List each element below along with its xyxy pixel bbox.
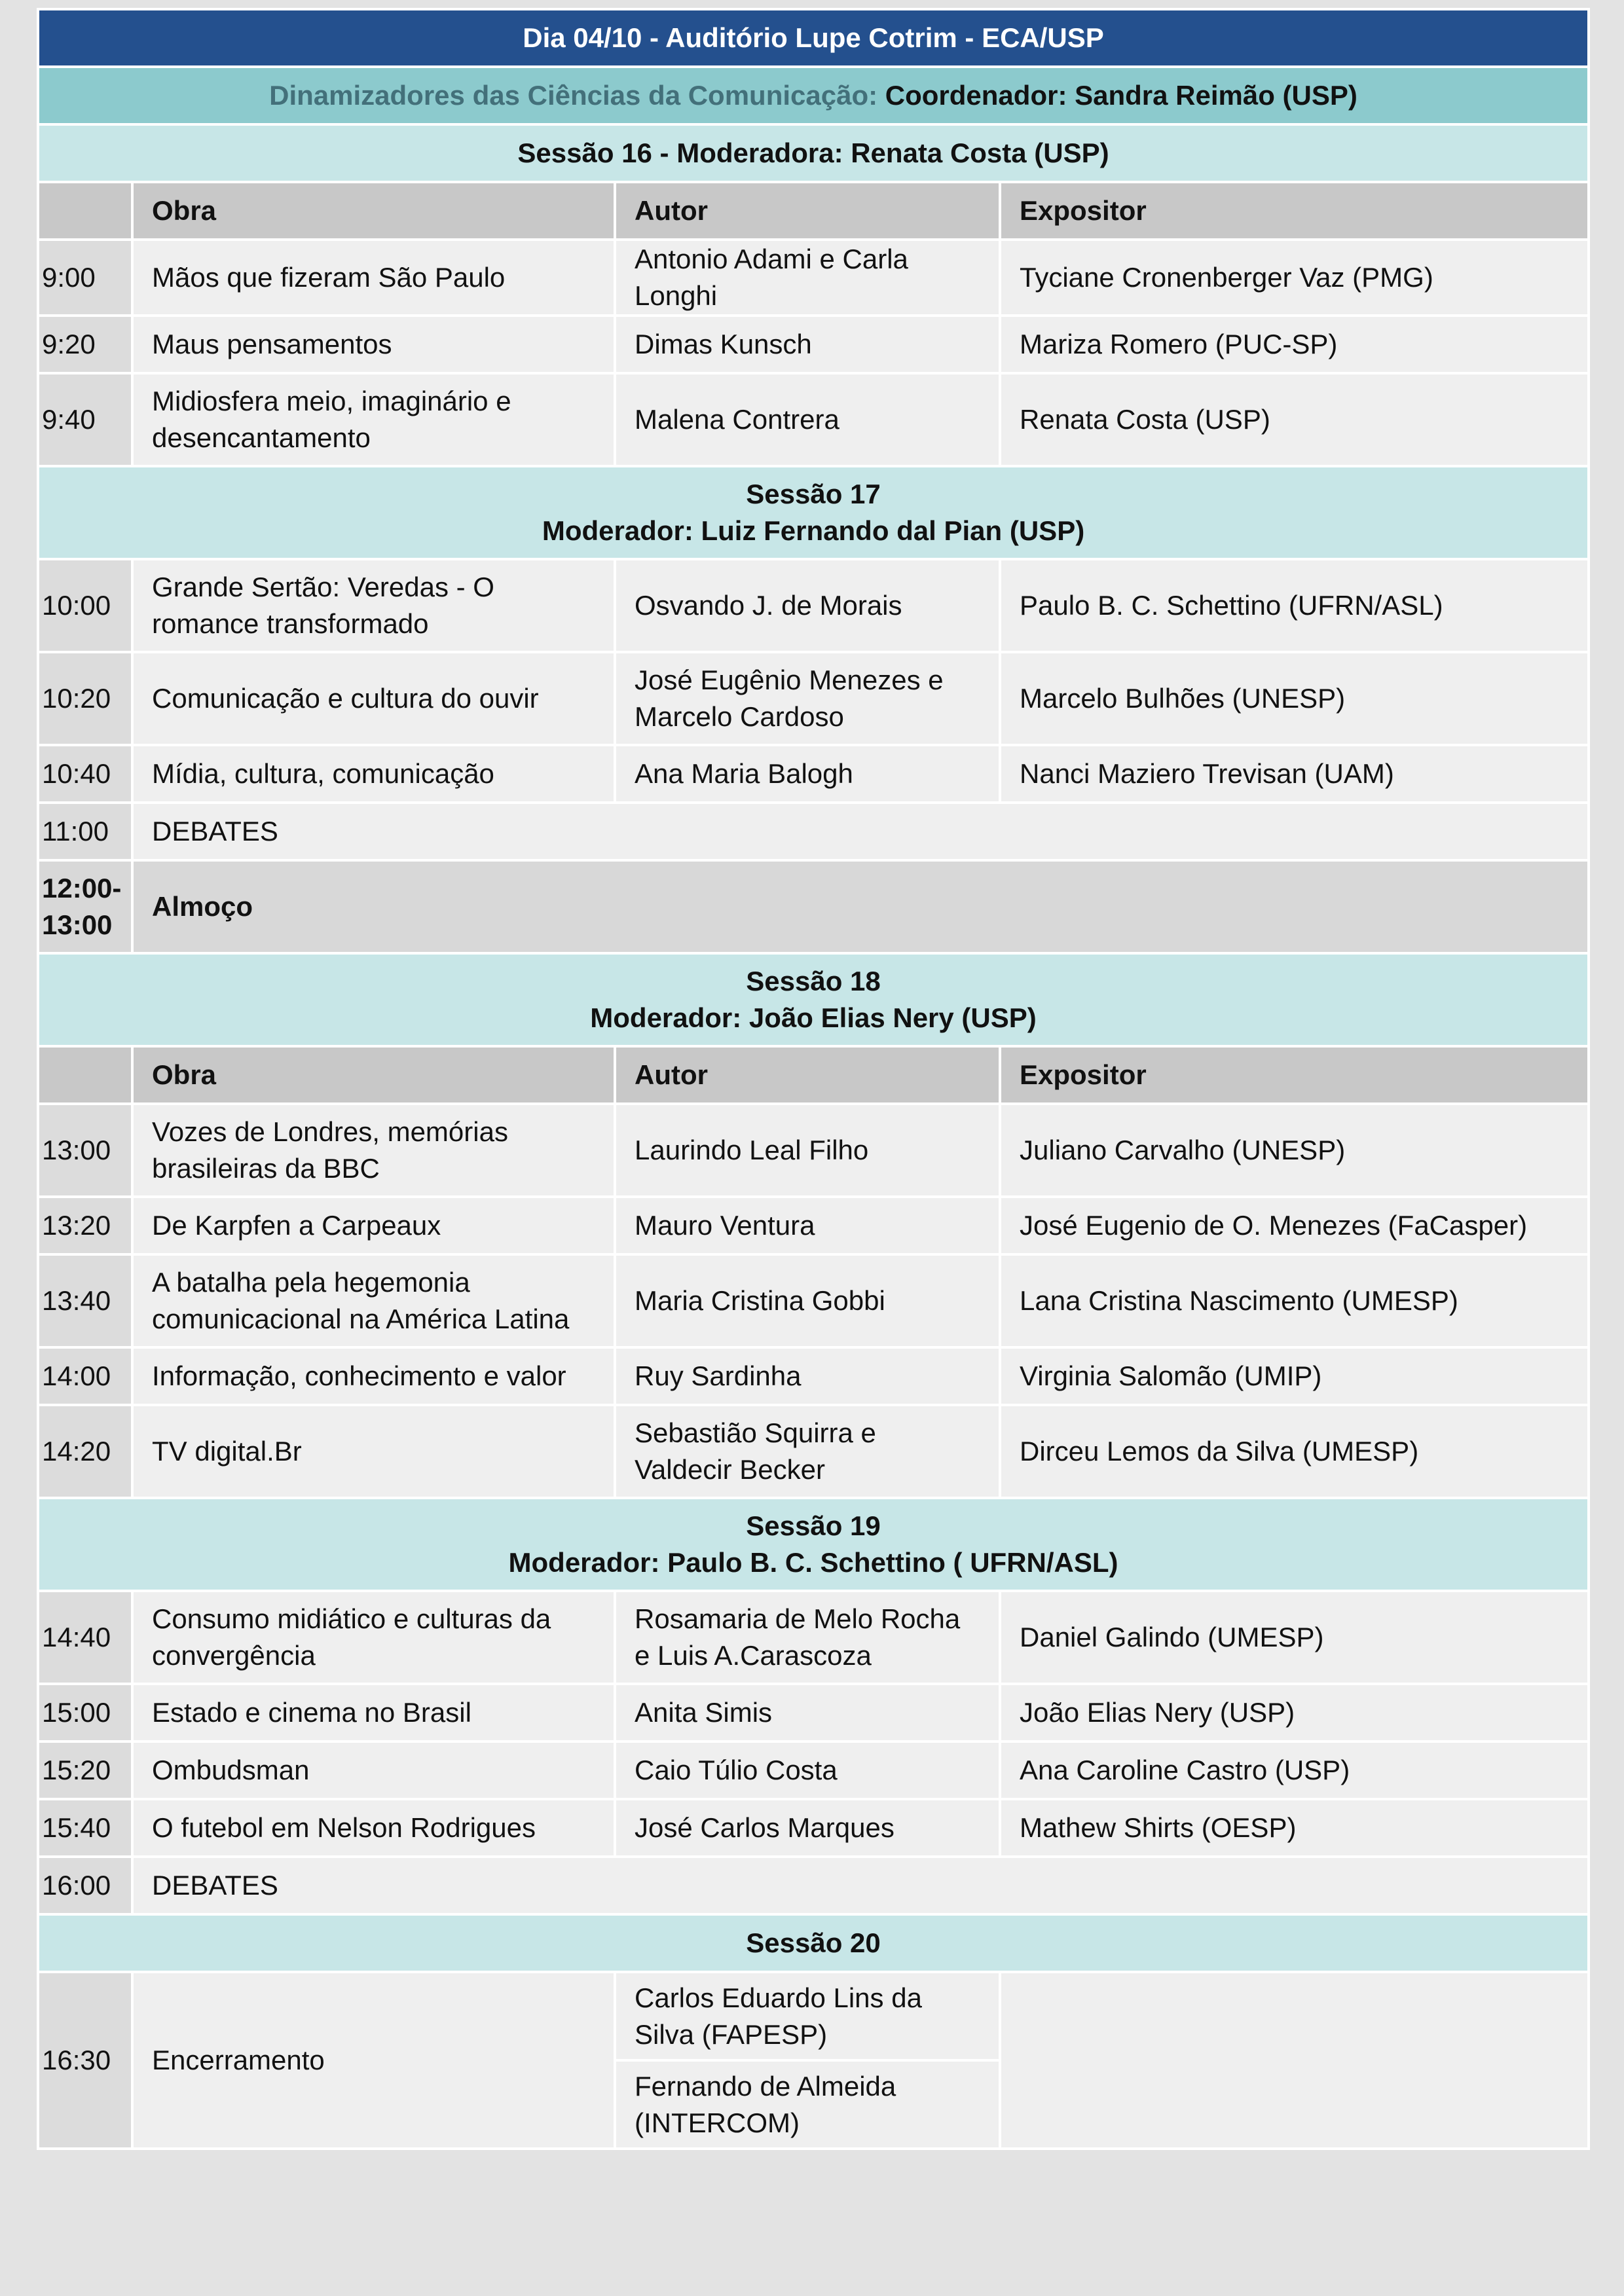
obra-cell: Comunicação e cultura do ouvir	[132, 652, 615, 745]
expositor-cell: Nanci Maziero Trevisan (UAM)	[1000, 745, 1589, 803]
expositor-cell: Paulo B. C. Schettino (UFRN/ASL)	[1000, 559, 1589, 652]
time-cell: 15:00	[38, 1684, 132, 1741]
session-18-moderator: Moderador: João Elias Nery (USP)	[590, 1002, 1037, 1033]
expositor-cell: Mariza Romero (PUC-SP)	[1000, 316, 1589, 373]
session-18-title: Sessão 18	[746, 966, 881, 996]
expositor-cell: Renata Costa (USP)	[1000, 373, 1589, 466]
obra-cell: Mãos que fizeram São Paulo	[132, 240, 615, 316]
session-20-title: Sessão 20	[38, 1914, 1589, 1972]
session-19-title: Sessão 19	[746, 1510, 881, 1541]
schedule-sheet	[37, 8, 1587, 2150]
expositor-cell: José Eugenio de O. Menezes (FaCasper)	[1000, 1197, 1589, 1254]
expositor-cell: Marcelo Bulhões (UNESP)	[1000, 652, 1589, 745]
time-cell: 14:40	[38, 1591, 132, 1684]
autor-cell: Sebastião Squirra e Valdecir Becker	[615, 1405, 1000, 1498]
expositor-cell: Tyciane Cronenberger Vaz (PMG)	[1000, 240, 1589, 316]
session-17-header	[38, 466, 1589, 559]
autor-cell: Rosamaria de Melo Rocha e Luis A.Carascoza	[615, 1591, 1000, 1684]
column-header-obra: Obra	[132, 182, 615, 240]
time-cell: 16:30	[38, 1972, 132, 2149]
time-cell: 9:20	[38, 316, 132, 373]
table-row	[38, 1104, 1589, 1197]
session-20-header	[38, 1914, 1589, 1972]
autor-cell: Dimas Kunsch	[615, 316, 1000, 373]
session-17-moderator: Moderador: Luiz Fernando dal Pian (USP)	[542, 515, 1085, 546]
column-header-row	[38, 1046, 1589, 1104]
column-header-expositor: Expositor	[1000, 182, 1589, 240]
lunch-time: 12:00-13:00	[38, 860, 132, 953]
title-row	[38, 9, 1589, 67]
obra-cell: Estado e cinema no Brasil	[132, 1684, 615, 1741]
autor-cell: Ana Maria Balogh	[615, 745, 1000, 803]
expositor-cell: Dirceu Lemos da Silva (UMESP)	[1000, 1405, 1589, 1498]
expositor-cell: João Elias Nery (USP)	[1000, 1684, 1589, 1741]
column-header-obra: Obra	[132, 1046, 615, 1104]
obra-cell: Informação, conhecimento e valor	[132, 1347, 615, 1405]
time-cell: 16:00	[38, 1857, 132, 1914]
time-cell: 14:20	[38, 1405, 132, 1498]
table-row	[38, 745, 1589, 803]
session-18-heading	[38, 953, 1589, 1046]
coordinator-label: Coordenador: Sandra Reimão (USP)	[885, 80, 1357, 111]
time-cell: 13:40	[38, 1254, 132, 1347]
obra-cell: Maus pensamentos	[132, 316, 615, 373]
table-row	[38, 1684, 1589, 1741]
table-row	[38, 559, 1589, 652]
autor-cell: Antonio Adami e Carla Longhi	[615, 240, 1000, 316]
column-header-time	[38, 182, 132, 240]
table-row	[38, 1741, 1589, 1799]
time-cell: 13:00	[38, 1104, 132, 1197]
table-row	[38, 316, 1589, 373]
column-header-expositor: Expositor	[1000, 1046, 1589, 1104]
autor-cell: Caio Túlio Costa	[615, 1741, 1000, 1799]
obra-cell: A batalha pela hegemonia comunicacional na América Latina	[132, 1254, 615, 1347]
page-title: Dia 04/10 - Auditório Lupe Cotrim - ECA/USP	[38, 9, 1589, 67]
schedule-table	[37, 8, 1590, 2150]
time-cell: 11:00	[38, 803, 132, 860]
expositor-cell: Virginia Salomão (UMIP)	[1000, 1347, 1589, 1405]
obra-cell: De Karpfen a Carpeaux	[132, 1197, 615, 1254]
debate-row	[38, 1857, 1589, 1914]
expositor-cell: Lana Cristina Nascimento (UMESP)	[1000, 1254, 1589, 1347]
table-row	[38, 240, 1589, 316]
session-17-heading	[38, 466, 1589, 559]
time-cell: 15:20	[38, 1741, 132, 1799]
table-row	[38, 1591, 1589, 1684]
table-row	[38, 1405, 1589, 1498]
table-row	[38, 1254, 1589, 1347]
expositor-cell: Daniel Galindo (UMESP)	[1000, 1591, 1589, 1684]
session-16-header	[38, 124, 1589, 182]
debate-label: DEBATES	[132, 803, 1589, 860]
table-row	[38, 1197, 1589, 1254]
lunch-row	[38, 860, 1589, 953]
table-row	[38, 1799, 1589, 1857]
autor-cell: Maria Cristina Gobbi	[615, 1254, 1000, 1347]
time-cell: 10:00	[38, 559, 132, 652]
autor-cell: José Eugênio Menezes e Marcelo Cardoso	[615, 652, 1000, 745]
expositor-cell: Juliano Carvalho (UNESP)	[1000, 1104, 1589, 1197]
closing-label: Encerramento	[132, 1972, 615, 2149]
column-header-row	[38, 182, 1589, 240]
speaker-cell: Carlos Eduardo Lins da Silva (FAPESP)	[615, 1972, 1000, 2060]
column-header-time	[38, 1046, 132, 1104]
debate-row	[38, 803, 1589, 860]
autor-cell: Mauro Ventura	[615, 1197, 1000, 1254]
obra-cell: Consumo midiático e culturas da convergência	[132, 1591, 615, 1684]
expositor-cell: Ana Caroline Castro (USP)	[1000, 1741, 1589, 1799]
dinamizadores-label: Dinamizadores das Ciências da Comunicação:	[269, 80, 878, 111]
autor-cell: Laurindo Leal Filho	[615, 1104, 1000, 1197]
autor-cell: José Carlos Marques	[615, 1799, 1000, 1857]
time-cell: 13:20	[38, 1197, 132, 1254]
lunch-label: Almoço	[132, 860, 1589, 953]
obra-cell: Mídia, cultura, comunicação	[132, 745, 615, 803]
obra-cell: Vozes de Londres, memórias brasileiras da BBC	[132, 1104, 615, 1197]
autor-cell: Osvando J. de Morais	[615, 559, 1000, 652]
column-header-autor: Autor	[615, 1046, 1000, 1104]
dinamizadores-heading	[38, 67, 1589, 124]
table-row	[38, 1347, 1589, 1405]
column-header-autor: Autor	[615, 182, 1000, 240]
speaker-cell: Fernando de Almeida (INTERCOM)	[615, 2060, 1000, 2149]
time-cell: 10:40	[38, 745, 132, 803]
table-row	[38, 652, 1589, 745]
autor-cell: Anita Simis	[615, 1684, 1000, 1741]
obra-cell: Ombudsman	[132, 1741, 615, 1799]
session-19-heading	[38, 1498, 1589, 1591]
dinamizadores-row	[38, 67, 1589, 124]
session-19-header	[38, 1498, 1589, 1591]
time-cell: 14:00	[38, 1347, 132, 1405]
time-cell: 9:40	[38, 373, 132, 466]
closing-row	[38, 1972, 1589, 2060]
time-cell: 10:20	[38, 652, 132, 745]
session-19-moderator: Moderador: Paulo B. C. Schettino ( UFRN/ASL)	[508, 1547, 1118, 1578]
obra-cell: Midiosfera meio, imaginário e desencantamento	[132, 373, 615, 466]
debate-label: DEBATES	[132, 1857, 1589, 1914]
time-cell: 9:00	[38, 240, 132, 316]
autor-cell: Malena Contrera	[615, 373, 1000, 466]
autor-cell: Ruy Sardinha	[615, 1347, 1000, 1405]
obra-cell: O futebol em Nelson Rodrigues	[132, 1799, 615, 1857]
session-18-header	[38, 953, 1589, 1046]
empty-cell	[1000, 1972, 1589, 2149]
session-16-title: Sessão 16 - Moderadora: Renata Costa (USP)	[38, 124, 1589, 182]
table-row	[38, 373, 1589, 466]
expositor-cell: Mathew Shirts (OESP)	[1000, 1799, 1589, 1857]
obra-cell: TV digital.Br	[132, 1405, 615, 1498]
time-cell: 15:40	[38, 1799, 132, 1857]
session-17-title: Sessão 17	[746, 479, 881, 509]
obra-cell: Grande Sertão: Veredas - O romance transformado	[132, 559, 615, 652]
